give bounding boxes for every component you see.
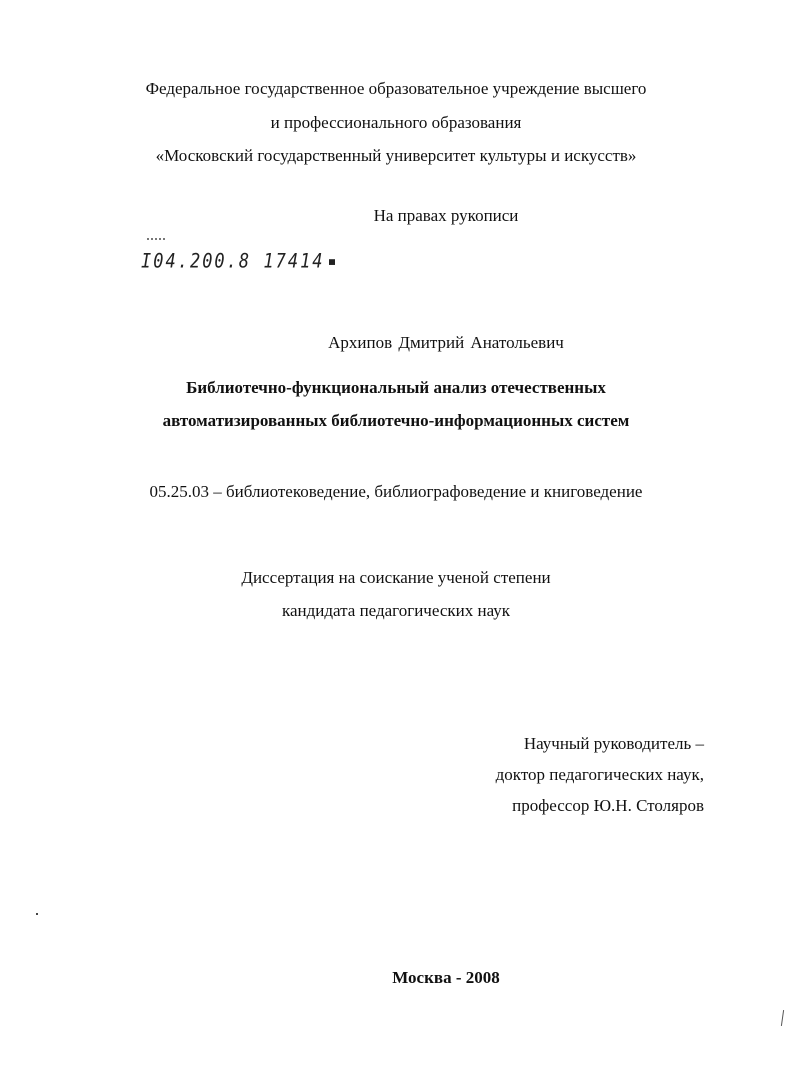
rights-note: На правах рукописи	[373, 206, 519, 225]
institution-line-2: и профессионального образования	[270, 113, 522, 132]
supervisor-line-1: Научный руководитель –	[523, 734, 704, 753]
scan-edge-mark	[781, 1010, 784, 1026]
institution-line-3: «Московский государственный университет культуры и искусств»	[155, 146, 637, 165]
institution-line-1: Федеральное государственное образовательное учреждение высшего	[145, 79, 647, 98]
scan-speck	[36, 913, 38, 915]
supervisor-line-2: доктор педагогических наук,	[495, 765, 704, 784]
specialty-code: 05.25.03 – библиотековедение, библиографоведение и книговедение	[149, 482, 643, 501]
supervisor-line-3: профессор Ю.Н. Столяров	[512, 796, 704, 815]
title-line-2: автоматизированных библиотечно-информационных систем	[162, 411, 630, 430]
stamp-code: 04.200.8 17414	[153, 250, 325, 273]
degree-line-1: Диссертация на соискание ученой степени	[241, 568, 551, 587]
stamp-prefix: I	[141, 250, 154, 273]
archive-stamp	[141, 250, 335, 273]
author-name: Архипов Дмитрий Анатольевич	[328, 333, 564, 352]
title-line-1: Библиотечно-функциональный анализ отечественных	[186, 378, 606, 397]
degree-line-2: кандидата педагогических наук	[281, 601, 511, 620]
stamp-dots	[147, 238, 165, 244]
city-year: Москва - 2008	[392, 968, 500, 987]
stamp-bullet	[329, 259, 335, 265]
